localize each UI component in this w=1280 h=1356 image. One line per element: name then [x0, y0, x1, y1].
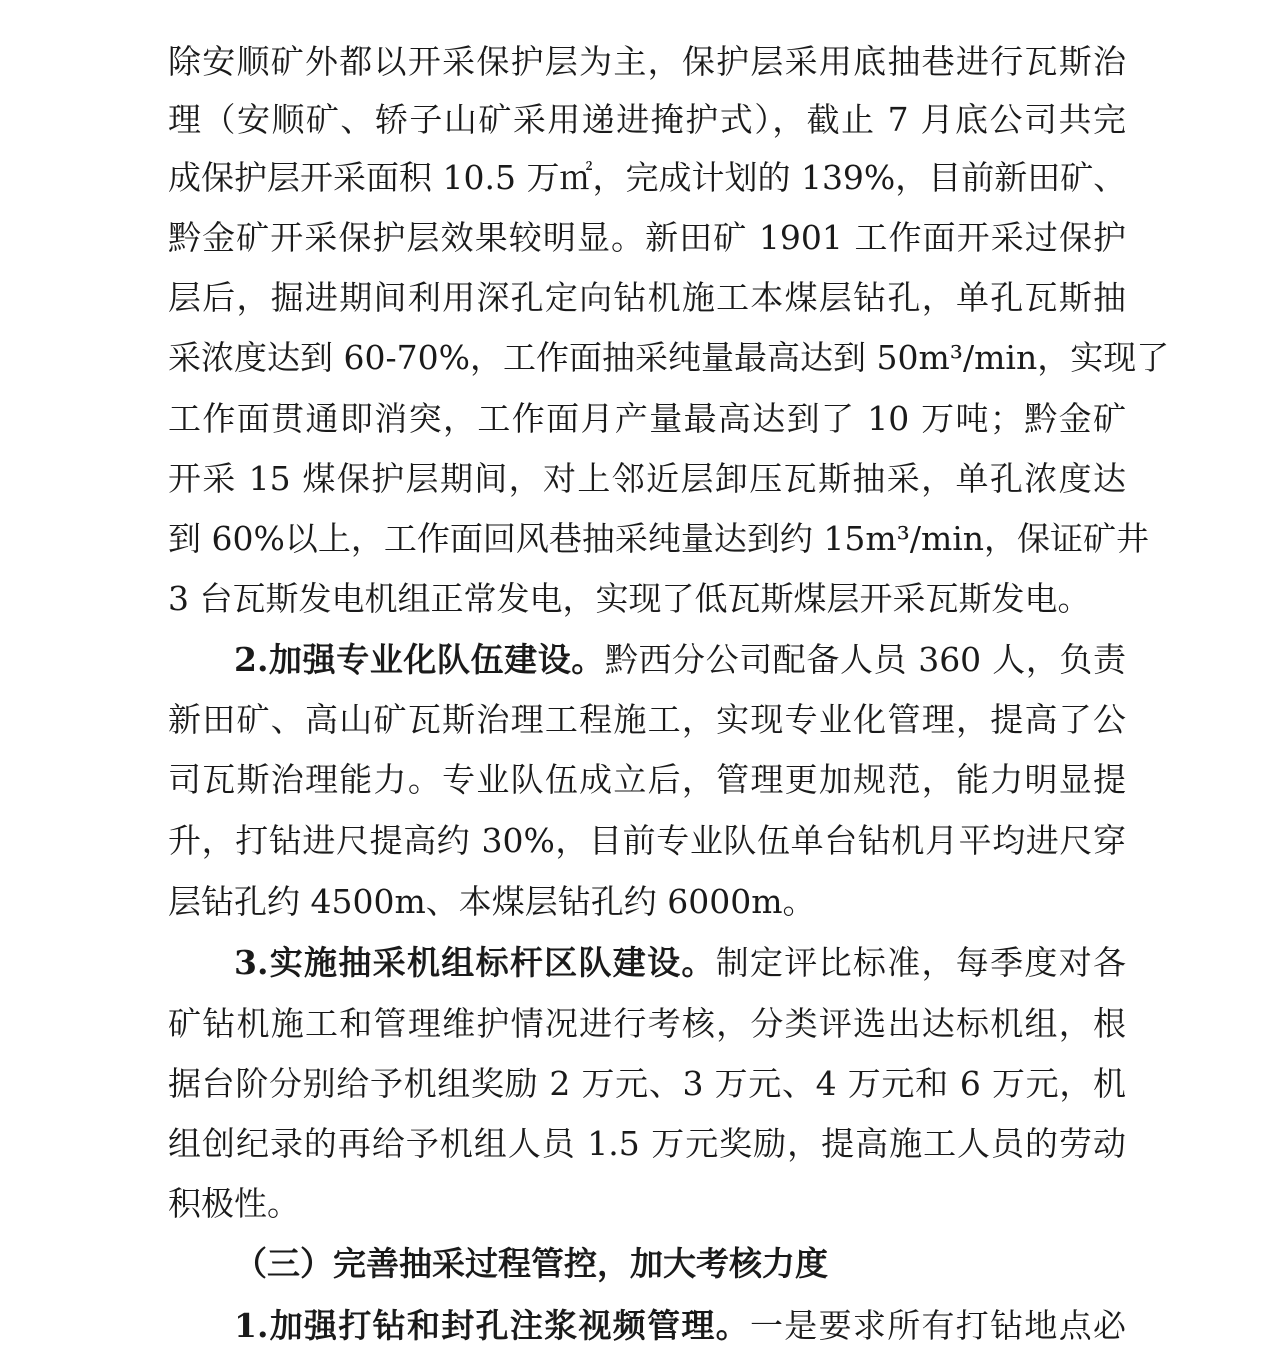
text-line: 组创纪录的再给予机组人员 1.5 万元奖励，提高施工人员的劳动 [168, 1124, 1126, 1163]
paragraph-heading: 3.实施抽采机组标杆区队建设。 [234, 943, 716, 982]
paragraph-text: 一是要求所有打钻地点必 [749, 1306, 1127, 1345]
paragraph-first-line [234, 1306, 1126, 1346]
text-line: 层后，掘进期间利用深孔定向钻机施工本煤层钻孔，单孔瓦斯抽 [168, 278, 1126, 317]
text-line: 升，打钻进尺提高约 30%，目前专业队伍单台钻机月平均进尺穿 [168, 821, 1126, 860]
text-line: 成保护层开采面积 10.5 万㎡，完成计划的 139%，目前新田矿、 [168, 158, 1127, 197]
paragraph-heading: 1.加强打钻和封孔注浆视频管理。 [234, 1306, 750, 1345]
text-line: 采浓度达到 60-70%，工作面抽采纯量最高达到 50m³/min，实现了 [168, 338, 1170, 377]
section-title: （三）完善抽采过程管控，加大考核力度 [234, 1244, 828, 1283]
paragraph-text: 黔西分公司配备人员 360 人，负责 [604, 640, 1127, 679]
text-line: 理（安顺矿、轿子山矿采用递进掩护式），截止 7 月底公司共完 [168, 100, 1126, 139]
text-line: 层钻孔约 4500m、本煤层钻孔约 6000m。 [168, 882, 816, 921]
text-line: 新田矿、高山矿瓦斯治理工程施工，实现专业化管理，提高了公 [168, 700, 1126, 739]
text-line: 黔金矿开采保护层效果较明显。新田矿 1901 工作面开采过保护 [168, 218, 1126, 257]
paragraph-first-line [234, 640, 1126, 680]
text-line: 司瓦斯治理能力。专业队伍成立后，管理更加规范，能力明显提 [168, 760, 1126, 799]
text-line: 3 台瓦斯发电机组正常发电，实现了低瓦斯煤层开采瓦斯发电。 [168, 579, 1091, 618]
text-line: 据台阶分别给予机组奖励 2 万元、3 万元、4 万元和 6 万元，机 [168, 1064, 1126, 1103]
text-line: 积极性。 [168, 1184, 300, 1223]
text-line: 工作面贯通即消突，工作面月产量最高达到了 10 万吨；黔金矿 [168, 399, 1126, 438]
paragraph-heading: 2.加强专业化队伍建设。 [234, 640, 605, 679]
text-line: 开采 15 煤保护层期间，对上邻近层卸压瓦斯抽采，单孔浓度达 [168, 459, 1126, 498]
text-line: 矿钻机施工和管理维护情况进行考核，分类评选出达标机组，根 [168, 1004, 1126, 1043]
paragraph-first-line [234, 943, 1126, 983]
text-line: 到 60%以上，工作面回风巷抽采纯量达到约 15m³/min，保证矿井 [168, 519, 1150, 558]
paragraph-text: 制定评比标准，每季度对各 [715, 943, 1127, 982]
text-line: 除安顺矿外都以开采保护层为主，保护层采用底抽巷进行瓦斯治 [168, 42, 1126, 81]
